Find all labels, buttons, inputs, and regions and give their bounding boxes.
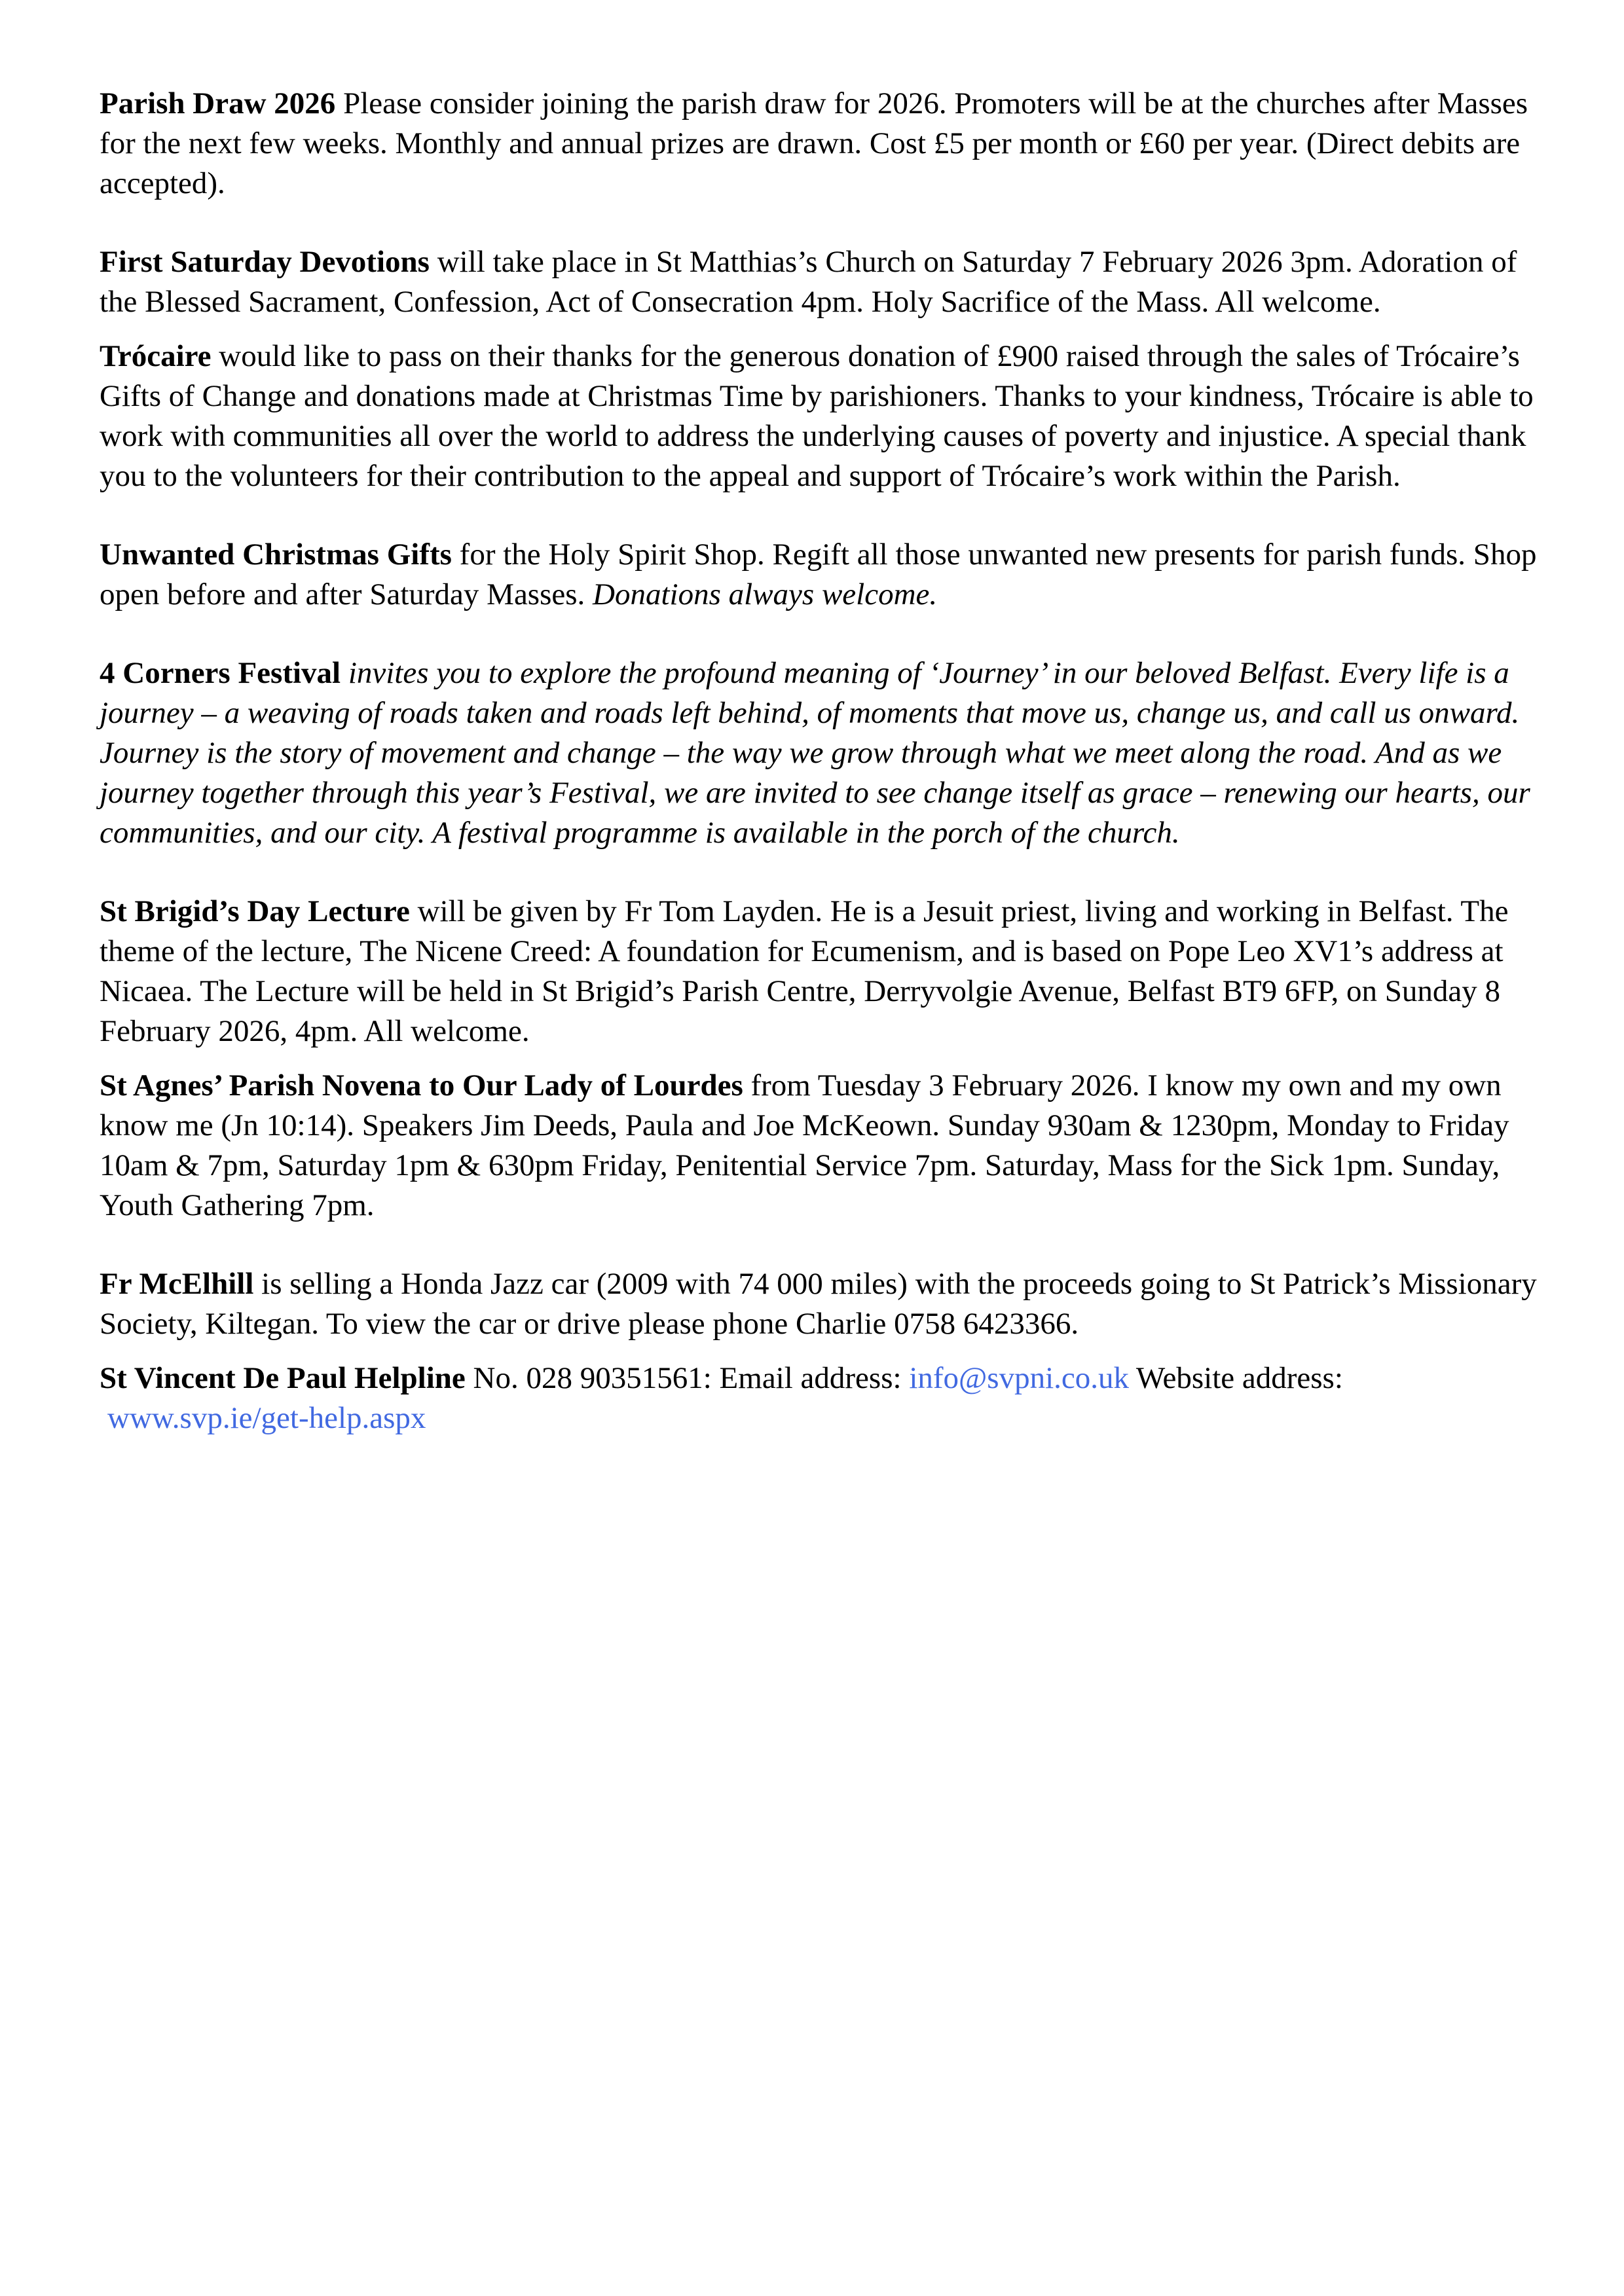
notice-unwanted-christmas-gifts: [100, 535, 1540, 615]
email-link[interactable]: info@svpni.co.uk: [909, 1361, 1130, 1395]
notice-body: for the Holy Spirit Shop. Regift all those unwanted new presents for parish funds. Shop open before and after Saturday Masses.: [100, 538, 1537, 611]
notice-body: will take place in St Matthias’s Church on Saturday 7 February 2026 3pm. Adoration of the Blessed Sacrament, Confession, Act of Consecration 4pm. Holy Sacrifice of the Mass. All welcome.: [100, 245, 1517, 319]
notice-trocaire: [100, 337, 1540, 496]
notice-heading: First Saturday Devotions: [100, 245, 430, 279]
notice-st-agnes-novena: [100, 1066, 1540, 1226]
notice-heading: St Agnes’ Parish Novena to Our Lady of Lourdes: [100, 1068, 743, 1102]
notice-heading: St Brigid’s Day Lecture: [100, 894, 410, 928]
notice-parish-draw: [100, 84, 1540, 204]
notice-italic-tail: Donations always welcome.: [593, 577, 938, 611]
notice-body: will be given by Fr Tom Layden. He is a Jesuit priest, living and working in Belfast. The theme of the lecture, The Nicene Creed: A foundation for Ecumenism, and is based on Pope Leo XV1’s address at Nicaea. The Lecture will be held in St Brigid’s Parish Centre, Derryvolgie Avenue, Belfast BT9 6FP, on Sunday 8 February 2026, 4pm. All welcome.: [100, 894, 1509, 1048]
notice-body: Website address:: [1129, 1361, 1343, 1395]
notice-four-corners-festival: [100, 653, 1540, 853]
notice-st-vincent-de-paul-helpline: [100, 1358, 1540, 1438]
notice-body: No. 028 90351561: Email address:: [465, 1361, 910, 1395]
notice-first-saturday-devotions: [100, 242, 1540, 322]
notice-body: would like to pass on their thanks for the generous donation of £900 raised through the sales of Trócaire’s Gifts of Change and donations made at Christmas Time by parishioners. Thanks to your kindness, Trócaire is able to work with communities all over the world to address the underlying causes of poverty and injustice. A special thank you to the volunteers for their contribution to the appeal and support of Trócaire’s work within the Parish.: [100, 339, 1534, 493]
notice-heading: St Vincent De Paul Helpline: [100, 1361, 466, 1395]
notice-body: is selling a Honda Jazz car (2009 with 74 000 miles) with the proceeds going to St Patrick’s Missionary Society, Kiltegan. To view the car or drive please phone Charlie 0758 6423366.: [100, 1267, 1537, 1341]
notice-st-brigids-day-lecture: [100, 892, 1540, 1051]
notice-body: Please consider joining the parish draw for 2026. Promoters will be at the churches after Masses for the next few weeks. Monthly and annual prizes are drawn. Cost £5 per month or £60 per year. (Direct debits are accepted).: [100, 86, 1528, 200]
notice-heading: Unwanted Christmas Gifts: [100, 538, 452, 572]
notice-heading: Fr McElhill: [100, 1267, 254, 1301]
notice-heading: Trócaire: [100, 339, 212, 373]
notice-body: from Tuesday 3 February 2026. I know my own and my own know me (Jn 10:14). Speakers Jim Deeds, Paula and Joe McKeown. Sunday 930am & 1230pm, Monday to Friday 10am & 7pm, Saturday 1pm & 630pm Friday, Penitential Service 7pm. Saturday, Mass for the Sick 1pm. Sunday, Youth Gathering 7pm.: [100, 1068, 1509, 1222]
notice-fr-mcelhill-car-sale: [100, 1264, 1540, 1344]
notice-body: invites you to explore the profound meaning of ‘Journey’ in our beloved Belfast. Every life is a journey – a weaving of roads taken and roads left behind, of moments that move us, change us, and call us onward. Journey is the story of movement and change – the way we grow through what we meet along the road. And as we journey together through this year’s Festival, we are invited to see change itself as grace – renewing our hearts, our communities, and our city. A festival programme is available in the porch of the church.: [100, 656, 1530, 850]
notice-heading: 4 Corners Festival: [100, 656, 341, 690]
parish-notices-page: [100, 84, 1540, 1438]
website-link[interactable]: www.svp.ie/get-help.aspx: [107, 1401, 426, 1435]
notice-heading: Parish Draw 2026: [100, 86, 336, 120]
